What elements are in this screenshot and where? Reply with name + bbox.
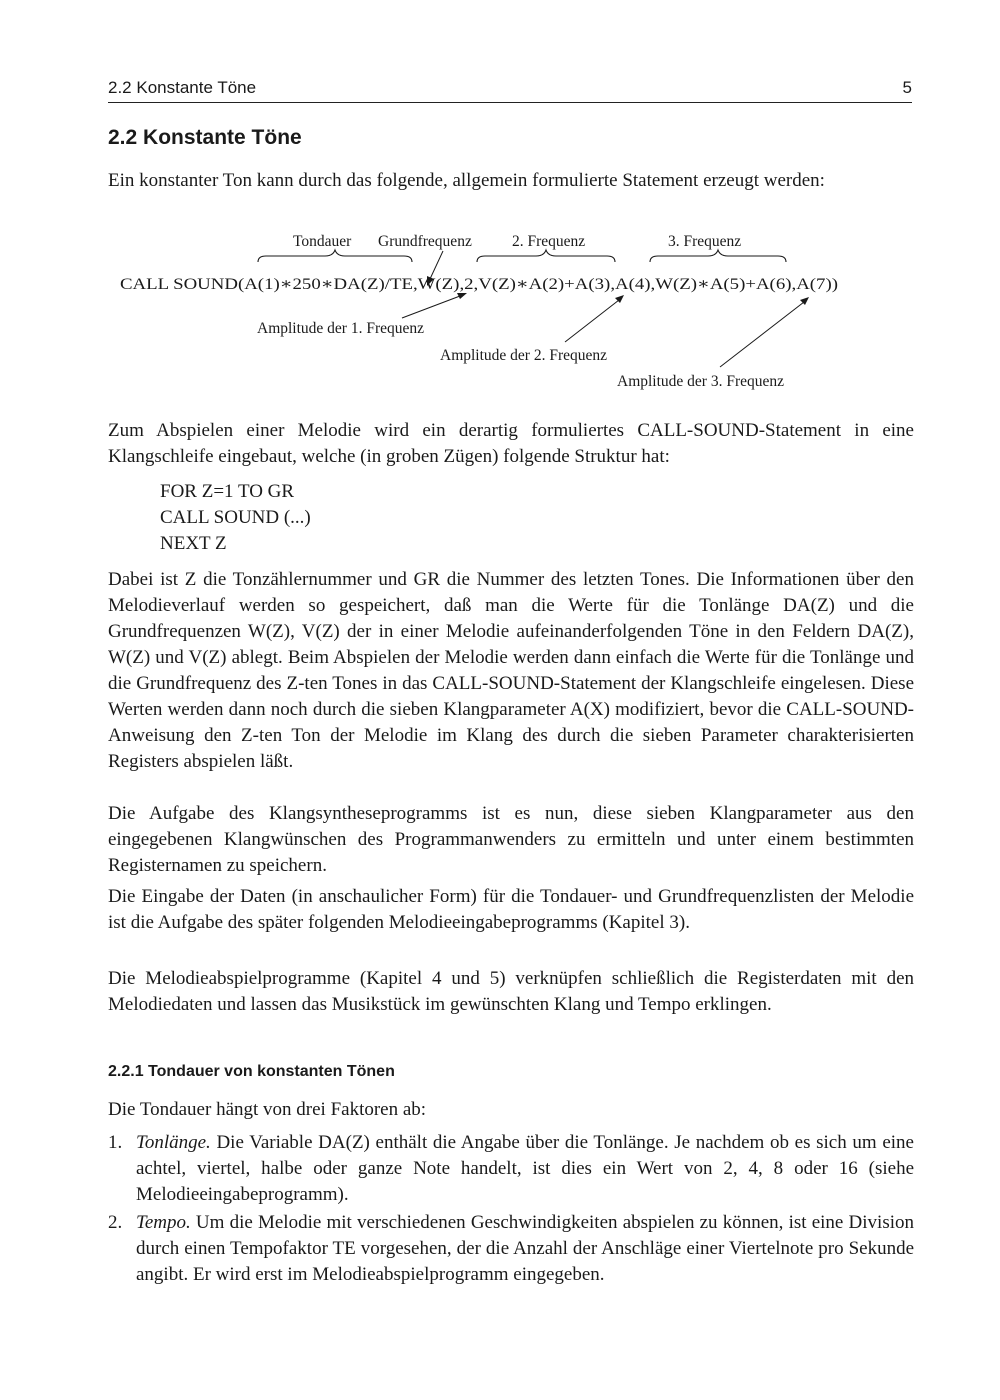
faktoren-paragraph: Die Tondauer hängt von drei Faktoren ab: (108, 1099, 427, 1120)
code-line-next: NEXT Z (160, 533, 227, 554)
list-number: 2. (108, 1212, 123, 1233)
section-title: 2.2 Konstante Töne (108, 126, 302, 149)
code-line-call: CALL SOUND (...) (160, 507, 311, 528)
list-term: Tempo. (136, 1212, 191, 1233)
list-text: Um die Melodie mit verschiedenen Geschwindigkeiten abspielen zu können, ist eine Division durch einen Tempofaktor TE vorgesehen, der die Anzahl der Anschläge einer Viertelnote pro Sekunde angibt. Er wird erst im Melodieabspielprogramm eingegeben. (136, 1212, 914, 1285)
dabei-paragraph: Dabei ist Z die Tonzählernummer und GR die Nummer des letzten Tones. Die Informationen über den Melodieverlauf werden so gespeichert, daß man die Werte für die Tonlänge DA(Z) und die Grundfrequenzen W(Z), V(Z) der in einer Melodie aufeinanderfolgenden Töne in den Feldern DA(Z), W(Z) und V(Z) ablegt. Beim Abspielen der Melodie werden dann einfach die Werte für die Tonlänge und die Grundfrequenz des Z-ten Tones in das CALL-SOUND-Statement der Klangschleife eingelesen. Diese Werten werden dann noch durch die sieben Klangparameter A(X) modifiziert, bevor die CALL-SOUND-Anweisung den Z-ten Ton der Melodie im Klang des durch die sieben Parameter charakterisierten Registers abspielen läßt. (108, 569, 914, 772)
label-amplitude-1: Amplitude der 1. Frequenz (257, 320, 425, 337)
brace-frequenz-3 (650, 250, 786, 262)
list-text: Die Variable DA(Z) enthält die Angabe über die Tonlänge. Je nachdem ob es sich um eine achtel, viertel, halbe oder ganze Note handelt, ist dies ein Wert von 2, 4, 8 oder 16 (siehe Melodieeingabeprogramm). (136, 1132, 914, 1205)
label-tondauer: Tondauer (293, 233, 352, 250)
label-amplitude-2: Amplitude der 2. Frequenz (440, 347, 608, 364)
page-number: 5 (902, 78, 912, 97)
eingabe-paragraph: Die Eingabe der Daten (in anschaulicher Form) für die Tondauer- und Grundfrequenzlisten der Melodie ist die Aufgabe des später folgenden Melodieeingabeprogramms (Kapitel 3). (108, 886, 914, 933)
list-item-tempo (108, 1210, 914, 1288)
subsection-title: 2.2.1 Tondauer von konstanten Tönen (108, 1063, 395, 1080)
arrowhead-amplitude-1 (457, 293, 467, 299)
call-sound-statement: CALL SOUND(A(1)∗250∗DA(Z)/TE,W(Z),2,V(Z)∗A(2)+A(3),A(4),W(Z)∗A(5)+A(6),A(7)) (120, 276, 838, 293)
arrow-amplitude-3 (720, 302, 804, 367)
abspiel-paragraph: Die Melodieabspielprogramme (Kapitel 4 und 5) verknüpfen schließlich die Registerdaten mit den Melodiedaten und lassen das Musikstück im gewünschten Klang und Tempo erklingen. (108, 968, 914, 1015)
brace-tondauer (258, 250, 412, 262)
aufgabe-paragraph: Die Aufgabe des Klangsyntheseprogramms ist es nun, diese sieben Klangparameter aus den eingegebenen Klangwünschen des Programmanwenders zu ermitteln und unter einem bestimmten Registernamen zu speichern. (108, 803, 914, 876)
list-term: Tonlänge. (136, 1132, 211, 1153)
label-grundfrequenz: Grundfrequenz (378, 233, 472, 250)
label-frequenz-3: 3. Frequenz (668, 233, 742, 250)
arrow-grundfrequenz (430, 251, 443, 279)
intro-paragraph: Ein konstanter Ton kann durch das folgende, allgemein formulierte Statement erzeugt werden: (108, 170, 825, 191)
code-line-for: FOR Z=1 TO GR (160, 481, 295, 502)
list-number: 1. (108, 1132, 123, 1153)
loop-paragraph: Zum Abspielen einer Melodie wird ein derartig formuliertes CALL-SOUND-Statement in eine Klangschleife eingebaut, welche (in groben Zügen) folgende Struktur hat: (108, 420, 914, 467)
brace-frequenz-2 (477, 250, 615, 262)
arrow-amplitude-1 (402, 296, 460, 318)
call-sound-diagram (0, 0, 1000, 400)
label-frequenz-2: 2. Frequenz (512, 233, 586, 250)
label-amplitude-3: Amplitude der 3. Frequenz (617, 373, 785, 390)
running-head-title: 2.2 Konstante Töne (108, 78, 257, 97)
list-item-tonlaenge (108, 1130, 914, 1208)
arrow-amplitude-2 (565, 300, 619, 342)
